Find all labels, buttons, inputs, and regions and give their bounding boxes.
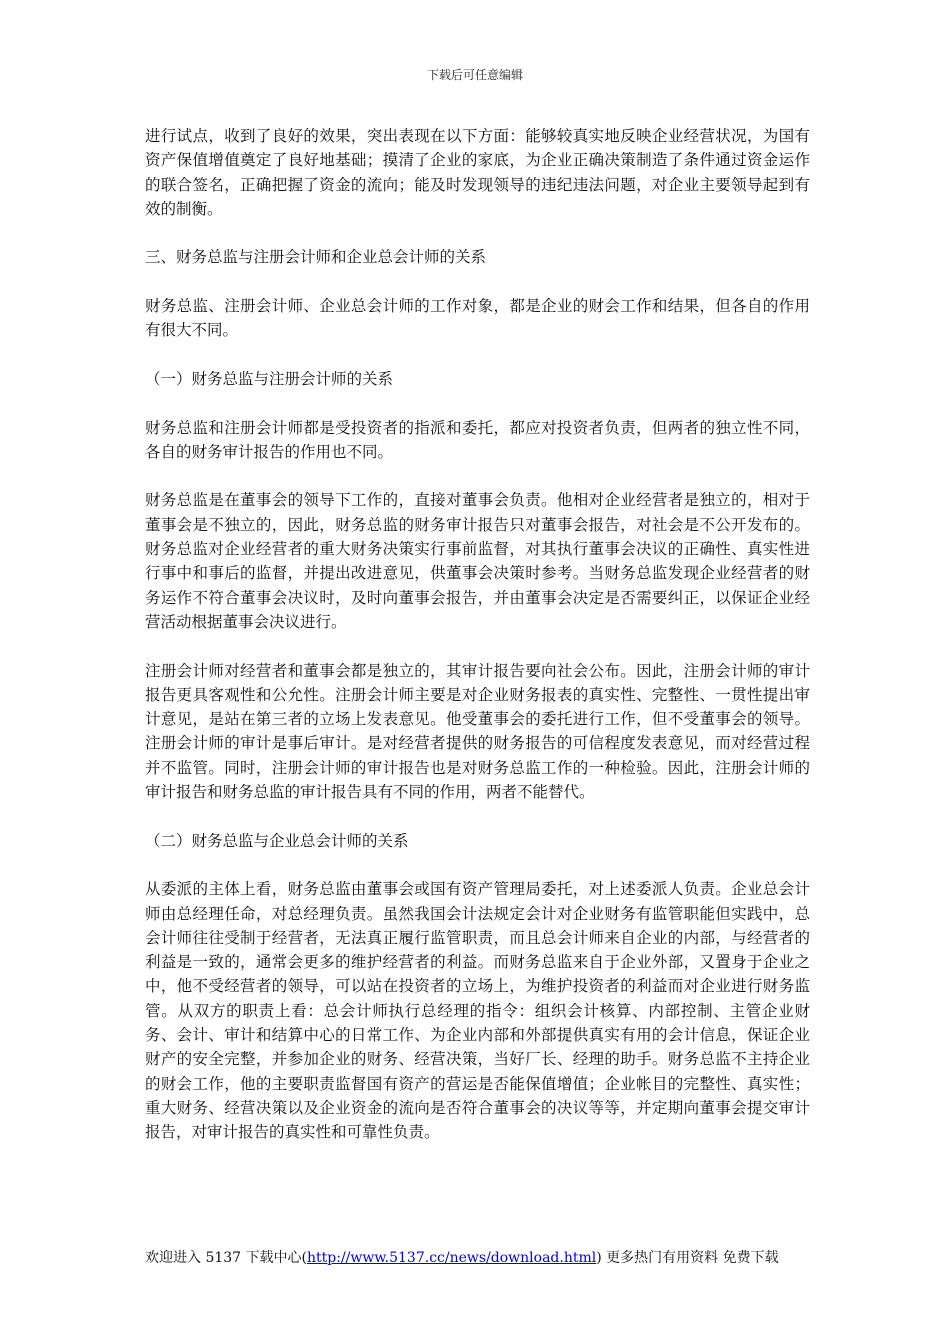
download-link[interactable]: http://www.5137.cc/news/download.html <box>307 1250 597 1266</box>
subsection-heading-2: （二）财务总监与企业总会计师的关系 <box>145 831 409 850</box>
paragraph-independence: 财务总监和注册会计师都是受投资者的指派和委托，都应对投资者负责，但两者的独立性不同，各自的财务审计报告的作用也不同。 <box>145 418 810 461</box>
paragraph-cfo-board: 财务总监是在董事会的领导下工作的，直接对董事会负责。他相对企业经营者是独立的，相对于董事会是不独立的，因此，财务总监的财务审计报告只对董事会报告，对社会是不公开发布的。财务总监对企业经营者的重大财务决策实行事前监督，对其执行董事会决议的正确性、真实性进行事中和事后的监督，并提出改进意见，供董事会决策时参考。当财务总监发现企业经营者的财务运作不符合董事会决议时，及时向董事会报告，并由董事会决定是否需要纠正，以保证企业经营活动根据董事会决议进行。 <box>145 491 810 631</box>
subsection-heading-1: （一）财务总监与注册会计师的关系 <box>145 369 394 388</box>
paragraph-cpa: 注册会计师对经营者和董事会都是独立的，其审计报告要向社会公布。因此，注册会计师的审计报告更具客观性和公允性。注册会计师主要是对企业财务报表的真实性、完整性、一贯性提出审计意见，是站在第三者的立场上发表意见。他受董事会的委托进行工作，但不受董事会的领导。注册会计师的审计是事后审计。是对经营者提供的财务报告的可信程度发表意见，而对经营过程并不监管。同时，注册会计师的审计报告也是对财务总监工作的一种检验。因此，注册会计师的审计报告和财务总监的审计报告具有不同的作用，两者不能替代。 <box>145 661 810 802</box>
page-footer <box>145 1247 845 1267</box>
footer-prefix: 欢迎进入 5137 下载中心( <box>145 1250 307 1266</box>
paragraph-chief-accountant: 从委派的主体上看，财务总监由董事会或国有资产管理局委托，对上述委派人负责。企业总会计师由总经理任命，对总经理负责。虽然我国会计法规定会计对企业财务有监管职能但实践中，总会计师往往受制于经营者，无法真正履行监管职责，而且总会计师来自企业的内部，与经营者的利益是一致的，通常会更多的维护经营者的利益。而财务总监来自于企业外部，又置身于企业之中，他不受经营者的领导，可以站在投资者的立场上，为维护投资者的利益而对企业进行财务监管。从双方的职责上看：总会计师执行总经理的指令：组织会计核算、内部控制、主管企业财务、会计、审计和结算中心的日常工作、为企业内部和外部提供真实有用的会计信息，保证企业财产的安全完整，并参加企业的财务、经营决策，当好厂长、经理的助手。财务总监不主持企业的财会工作，他的主要职责监督国有资产的营运是否能保值增值；企业帐目的完整性、真实性；重大财务、经营决策以及企业资金的流向是否符合董事会的决议等等，并定期向董事会提交审计报告，对审计报告的真实性和可靠性负责。 <box>145 880 810 1142</box>
document-body <box>145 124 810 1169</box>
paragraph-intro: 进行试点，收到了良好的效果，突出表现在以下方面：能够较真实地反映企业经营状况，为国有资产保值增值奠定了良好地基础；摸清了企业的家底，为企业正确决策制造了条件通过资金运作的联合签名，正确把握了资金的流向；能及时发现领导的违纪违法问题，对企业主要领导起到有效的制衡。 <box>145 127 810 218</box>
footer-suffix: ) 更多热门有用资料 免费下载 <box>596 1250 779 1266</box>
page-header: 下载后可任意编辑 <box>426 68 523 82</box>
paragraph-overview: 财务总监、注册会计师、企业总会计师的工作对象，都是企业的财会工作和结果，但各自的作用有很大不同。 <box>145 297 810 340</box>
section-heading-3: 三、财务总监与注册会计师和企业总会计师的关系 <box>145 248 487 267</box>
